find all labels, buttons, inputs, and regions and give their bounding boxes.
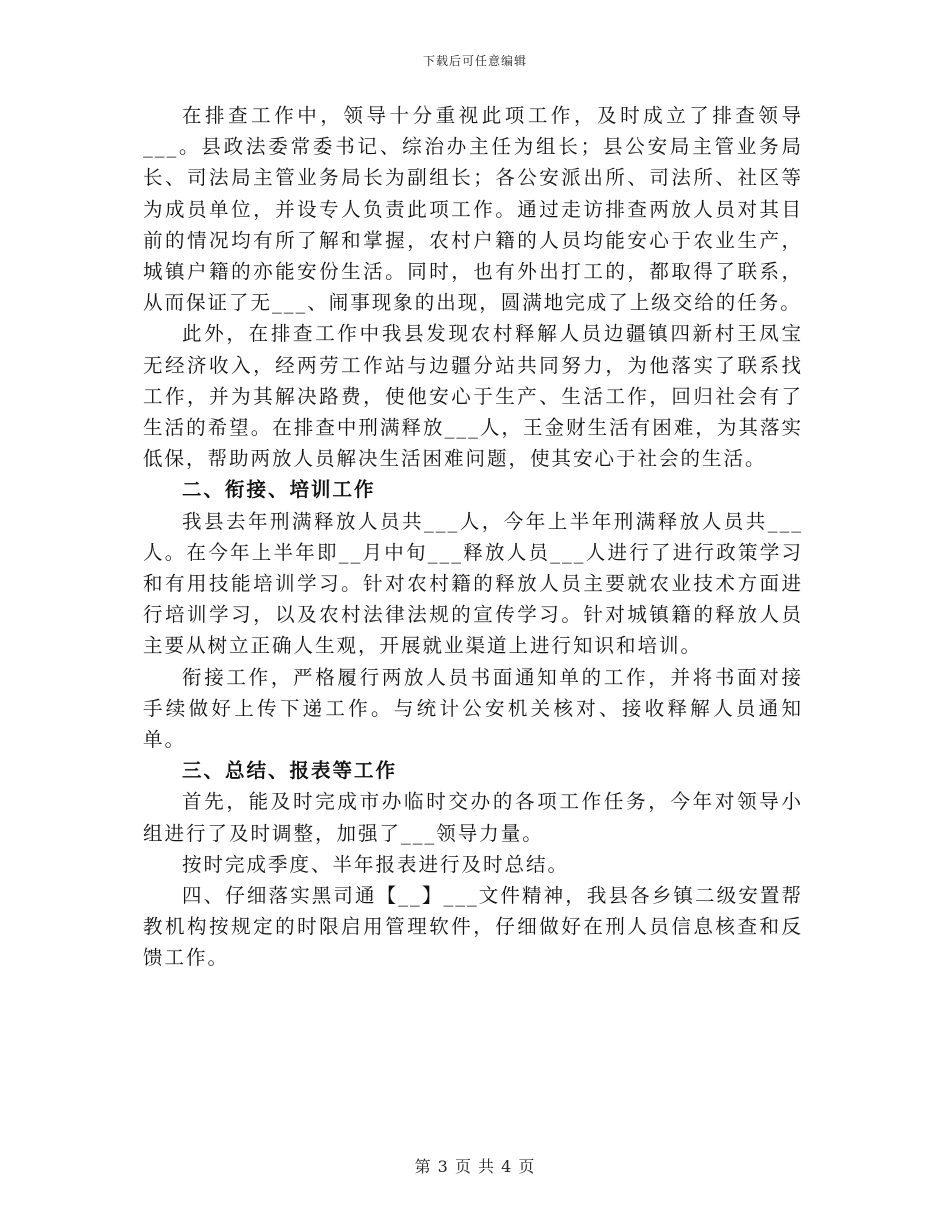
page-footer: 第 3 页 共 4 页 [414, 1157, 536, 1176]
paragraph-investigation: 在排查工作中，领导十分重视此项工作，及时成立了排查领导___。县政法委常委书记、综治办主任为组长；县公安局主管业务局长、司法局主管业务局长为副组长；各公安派出所、司法所、社区等为成员单位，并设专人负责此项工作。通过走访排查两放人员对其目前的情况均有所了解和掌握，农村户籍的人员均能安心于农业生产，城镇户籍的亦能安份生活。同时，也有外出打工的，都取得了联系，从而保证了无___、闹事现象的出现，圆满地完成了上级交给的任务。 [143, 104, 803, 315]
paragraph-assistance: 此外，在排查工作中我县发现农村释解人员边疆镇四新村王凤宝无经济收入，经两劳工作站与边疆分站共同努力，为他落实了联系找工作，并为其解决路费，使他安心于生产、生活工作，回归社会有了生活的希望。在排查中刑满释放___人，王金财生活有困难，为其落实低保，帮助两放人员解决生活困难问题，使其安心于社会的生活。 [143, 322, 803, 471]
paragraph-training: 我县去年刑满释放人员共___人，今年上半年刑满释放人员共___人。在今年上半年即__月中旬___释放人员___人进行了进行政策学习和有用技能培训学习。针对农村籍的释放人员主要就农业技术方面进行培训学习，以及农村法律法规的宣传学习。针对城镇籍的释放人员主要从树立正确人生观，开展就业渠道上进行知识和培训。 [143, 509, 803, 658]
document-body [143, 100, 803, 974]
paragraph-reports: 按时完成季度、半年报表进行及时总结。 [182, 852, 570, 876]
paragraph-software: 四、仔细落实黑司通【__】___文件精神，我县各乡镇二级安置帮教机构按规定的时限启用管理软件，仔细做好在刑人员信息核查和反馈工作。 [143, 884, 803, 970]
paragraph-tasks: 首先，能及时完成市办临时交办的各项工作任务，今年对领导小组进行了及时调整，加强了___领导力量。 [143, 790, 803, 845]
page-header: 下载后可任意编辑 [422, 54, 527, 68]
section-heading-summary: 三、总结、报表等工作 [182, 759, 398, 783]
paragraph-handover: 衔接工作，严格履行两放人员书面通知单的工作，并将书面对接手续做好上传下递工作。与统计公安机关核对、接收释解人员通知单。 [143, 665, 803, 752]
section-heading-training: 二、衔接、培训工作 [182, 478, 376, 502]
